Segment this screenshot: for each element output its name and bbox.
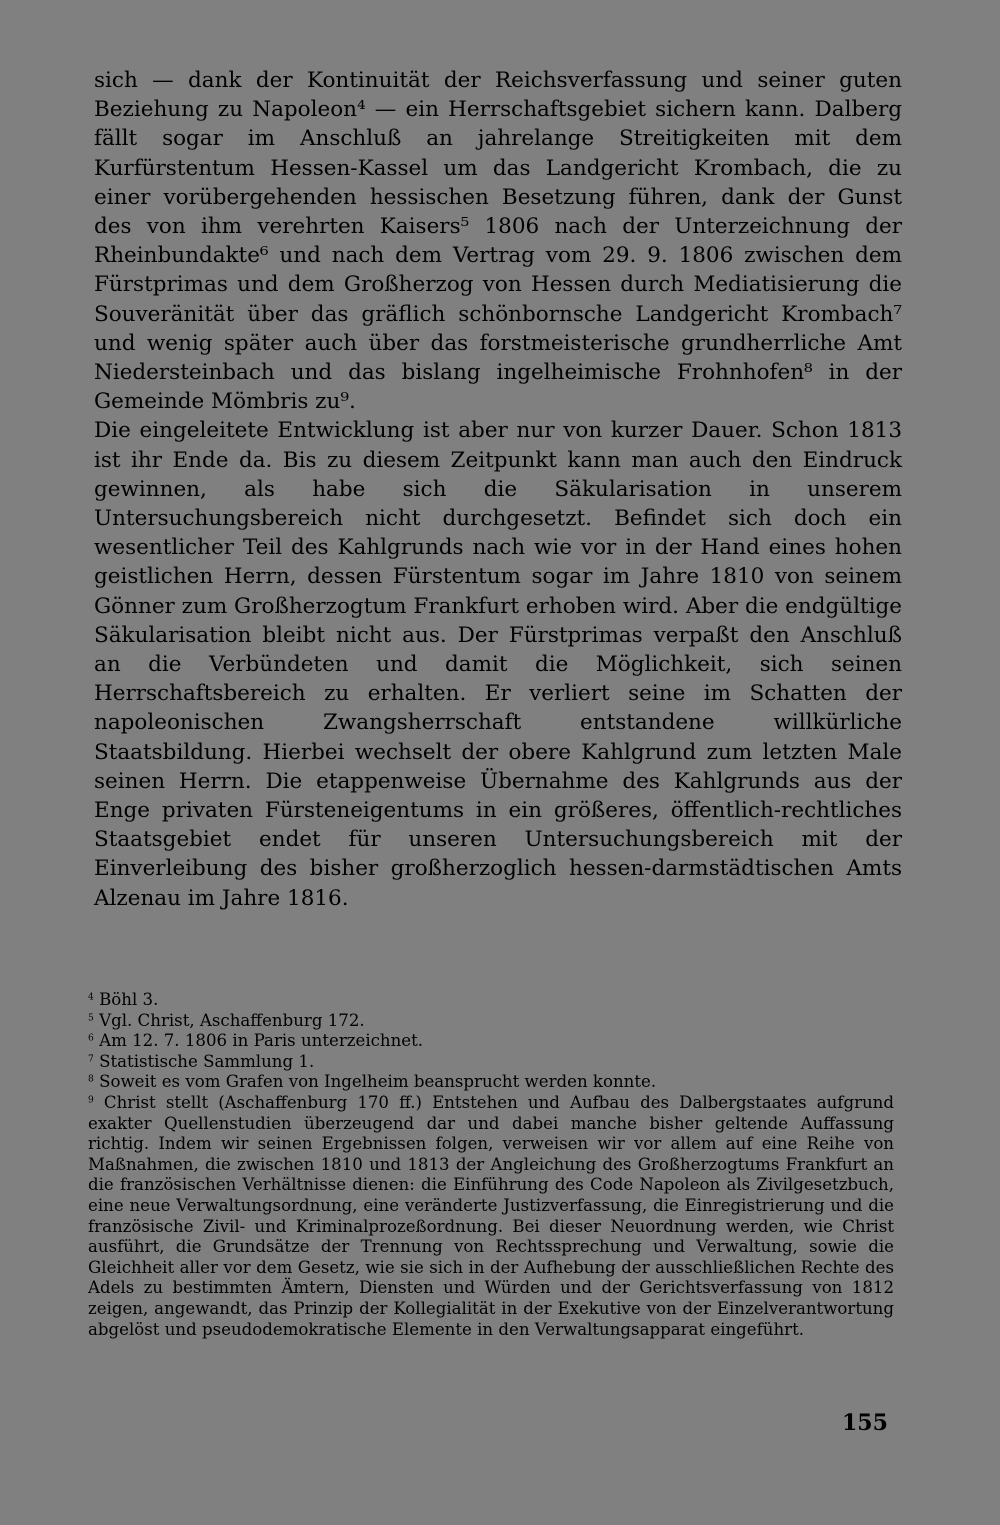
footnotes: [88, 990, 894, 1340]
main-text: [94, 66, 902, 913]
footnote-text: Christ stellt (Aschaffenburg 170 ff.) Entstehen und Aufbau des Dalbergstaates aufgrund exakter Quellenstudien überzeugend dar und dabei manche bisher geltende Auffassung richtig. Indem wir seinen Ergebnissen folgen, verweisen wir vor allem auf eine Reihe von Maßnahmen, die zwischen 1810 und 1813 der Angleichung des Großherzogtums Frankfurt an die französischen Verhältnisse dienen: die Einführung des Code Napoleon als Zivilgesetzbuch, eine neue Verwaltungsordnung, eine veränderte Justizverfassung, die Einregistrierung und die französische Zivil- und Kriminalprozeßordnung. Bei dieser Neuordnung werden, wie Christ ausführt, die Grundsätze der Trennung von Rechtssprechung und Verwaltung, sowie die Gleichheit aller vor dem Gesetz, wie sie sich in der Aufhebung der ausschließlichen Rechte des Adels zu bestimmten Ämtern, Diensten und Würden und der Gerichtsverfassung von 1812 zeigen, angewandt, das Prinzip der Kollegialität in der Exekutive von der Einzelverantwortung abgelöst und pseudodemokratische Elemente in den Verwaltungsapparat eingeführt.: [88, 1092, 894, 1339]
footnote-text: Soweit es vom Grafen von Ingelheim beansprucht werden konnte.: [99, 1072, 657, 1092]
footnote: [88, 990, 894, 1011]
footnote-number: 8: [88, 1074, 94, 1085]
footnote-text: Statistische Sammlung 1.: [99, 1051, 315, 1071]
footnote: [88, 1052, 894, 1073]
footnote-number: 4: [88, 992, 94, 1003]
footnote-number: 6: [88, 1033, 94, 1044]
page-number: 155: [842, 1410, 888, 1436]
footnote-number: 5: [88, 1013, 94, 1024]
body-paragraph: Die eingeleitete Entwicklung ist aber nur von kurzer Dauer. Schon 1813 ist ihr Ende da. Bis zu diesem Zeitpunkt kann man auch den Eindruck gewinnen, als habe sich die Säkularisation in unserem Untersuchungsbereich nicht durchgesetzt. Befindet sich doch ein wesentlicher Teil des Kahlgrunds nach wie vor in der Hand eines hohen geistlichen Herrn, dessen Fürstentum sogar im Jahre 1810 von seinem Gönner zum Großherzogtum Frankfurt erhoben wird. Aber die endgültige Säkularisation bleibt nicht aus. Der Fürstprimas verpaßt den Anschluß an die Verbündeten und damit die Möglichkeit, sich seinen Herrschaftsbereich zu erhalten. Er verliert seine im Schatten der napoleonischen Zwangsherrschaft entstandene willkürliche Staatsbildung. Hierbei wechselt der obere Kahlgrund zum letzten Male seinen Herrn. Die etappenweise Übernahme des Kahlgrunds aus der Enge privaten Fürsteneigentums in ein größeres, öffentlich-rechtliches Staatsgebiet endet für unseren Untersuchungsbereich mit der Einverleibung des bisher großherzoglich hessen-darmstädtischen Amts Alzenau im Jahre 1816.: [94, 418, 902, 911]
footnote: [88, 1072, 894, 1093]
body-paragraph: sich — dank der Kontinuität der Reichsverfassung und seiner guten Beziehung zu Napoleon⁴ — ein Herrschaftsgebiet sichern kann. Dalberg fällt sogar im Anschluß an jahrelange Streitigkeiten mit dem Kurfürstentum Hessen-Kassel um das Landgericht Krombach, die zu einer vorübergehenden hessischen Besetzung führen, dank der Gunst des von ihm verehrten Kaisers⁵ 1806 nach der Unterzeichnung der Rheinbundakte⁶ und nach dem Vertrag vom 29. 9. 1806 zwischen dem Fürstprimas und dem Großherzog von Hessen durch Mediatisierung die Souveränität über das gräflich schönbornsche Landgericht Krombach⁷ und wenig später auch über das forstmeisterische grundherrliche Amt Niedersteinbach und das bislang ingelheimische Frohnhofen⁸ in der Gemeinde Mömbris zu⁹.: [94, 68, 902, 415]
footnote-text: Vgl. Christ, Aschaffenburg 172.: [99, 1010, 365, 1030]
footnote-text: Böhl 3.: [99, 990, 159, 1009]
footnote: [88, 1093, 894, 1340]
footnote-text: Am 12. 7. 1806 in Paris unterzeichnet.: [99, 1031, 424, 1051]
footnote-number: 9: [88, 1095, 94, 1106]
footnote: [88, 1031, 894, 1052]
footnote: [88, 1011, 894, 1032]
footnote-number: 7: [88, 1054, 94, 1065]
